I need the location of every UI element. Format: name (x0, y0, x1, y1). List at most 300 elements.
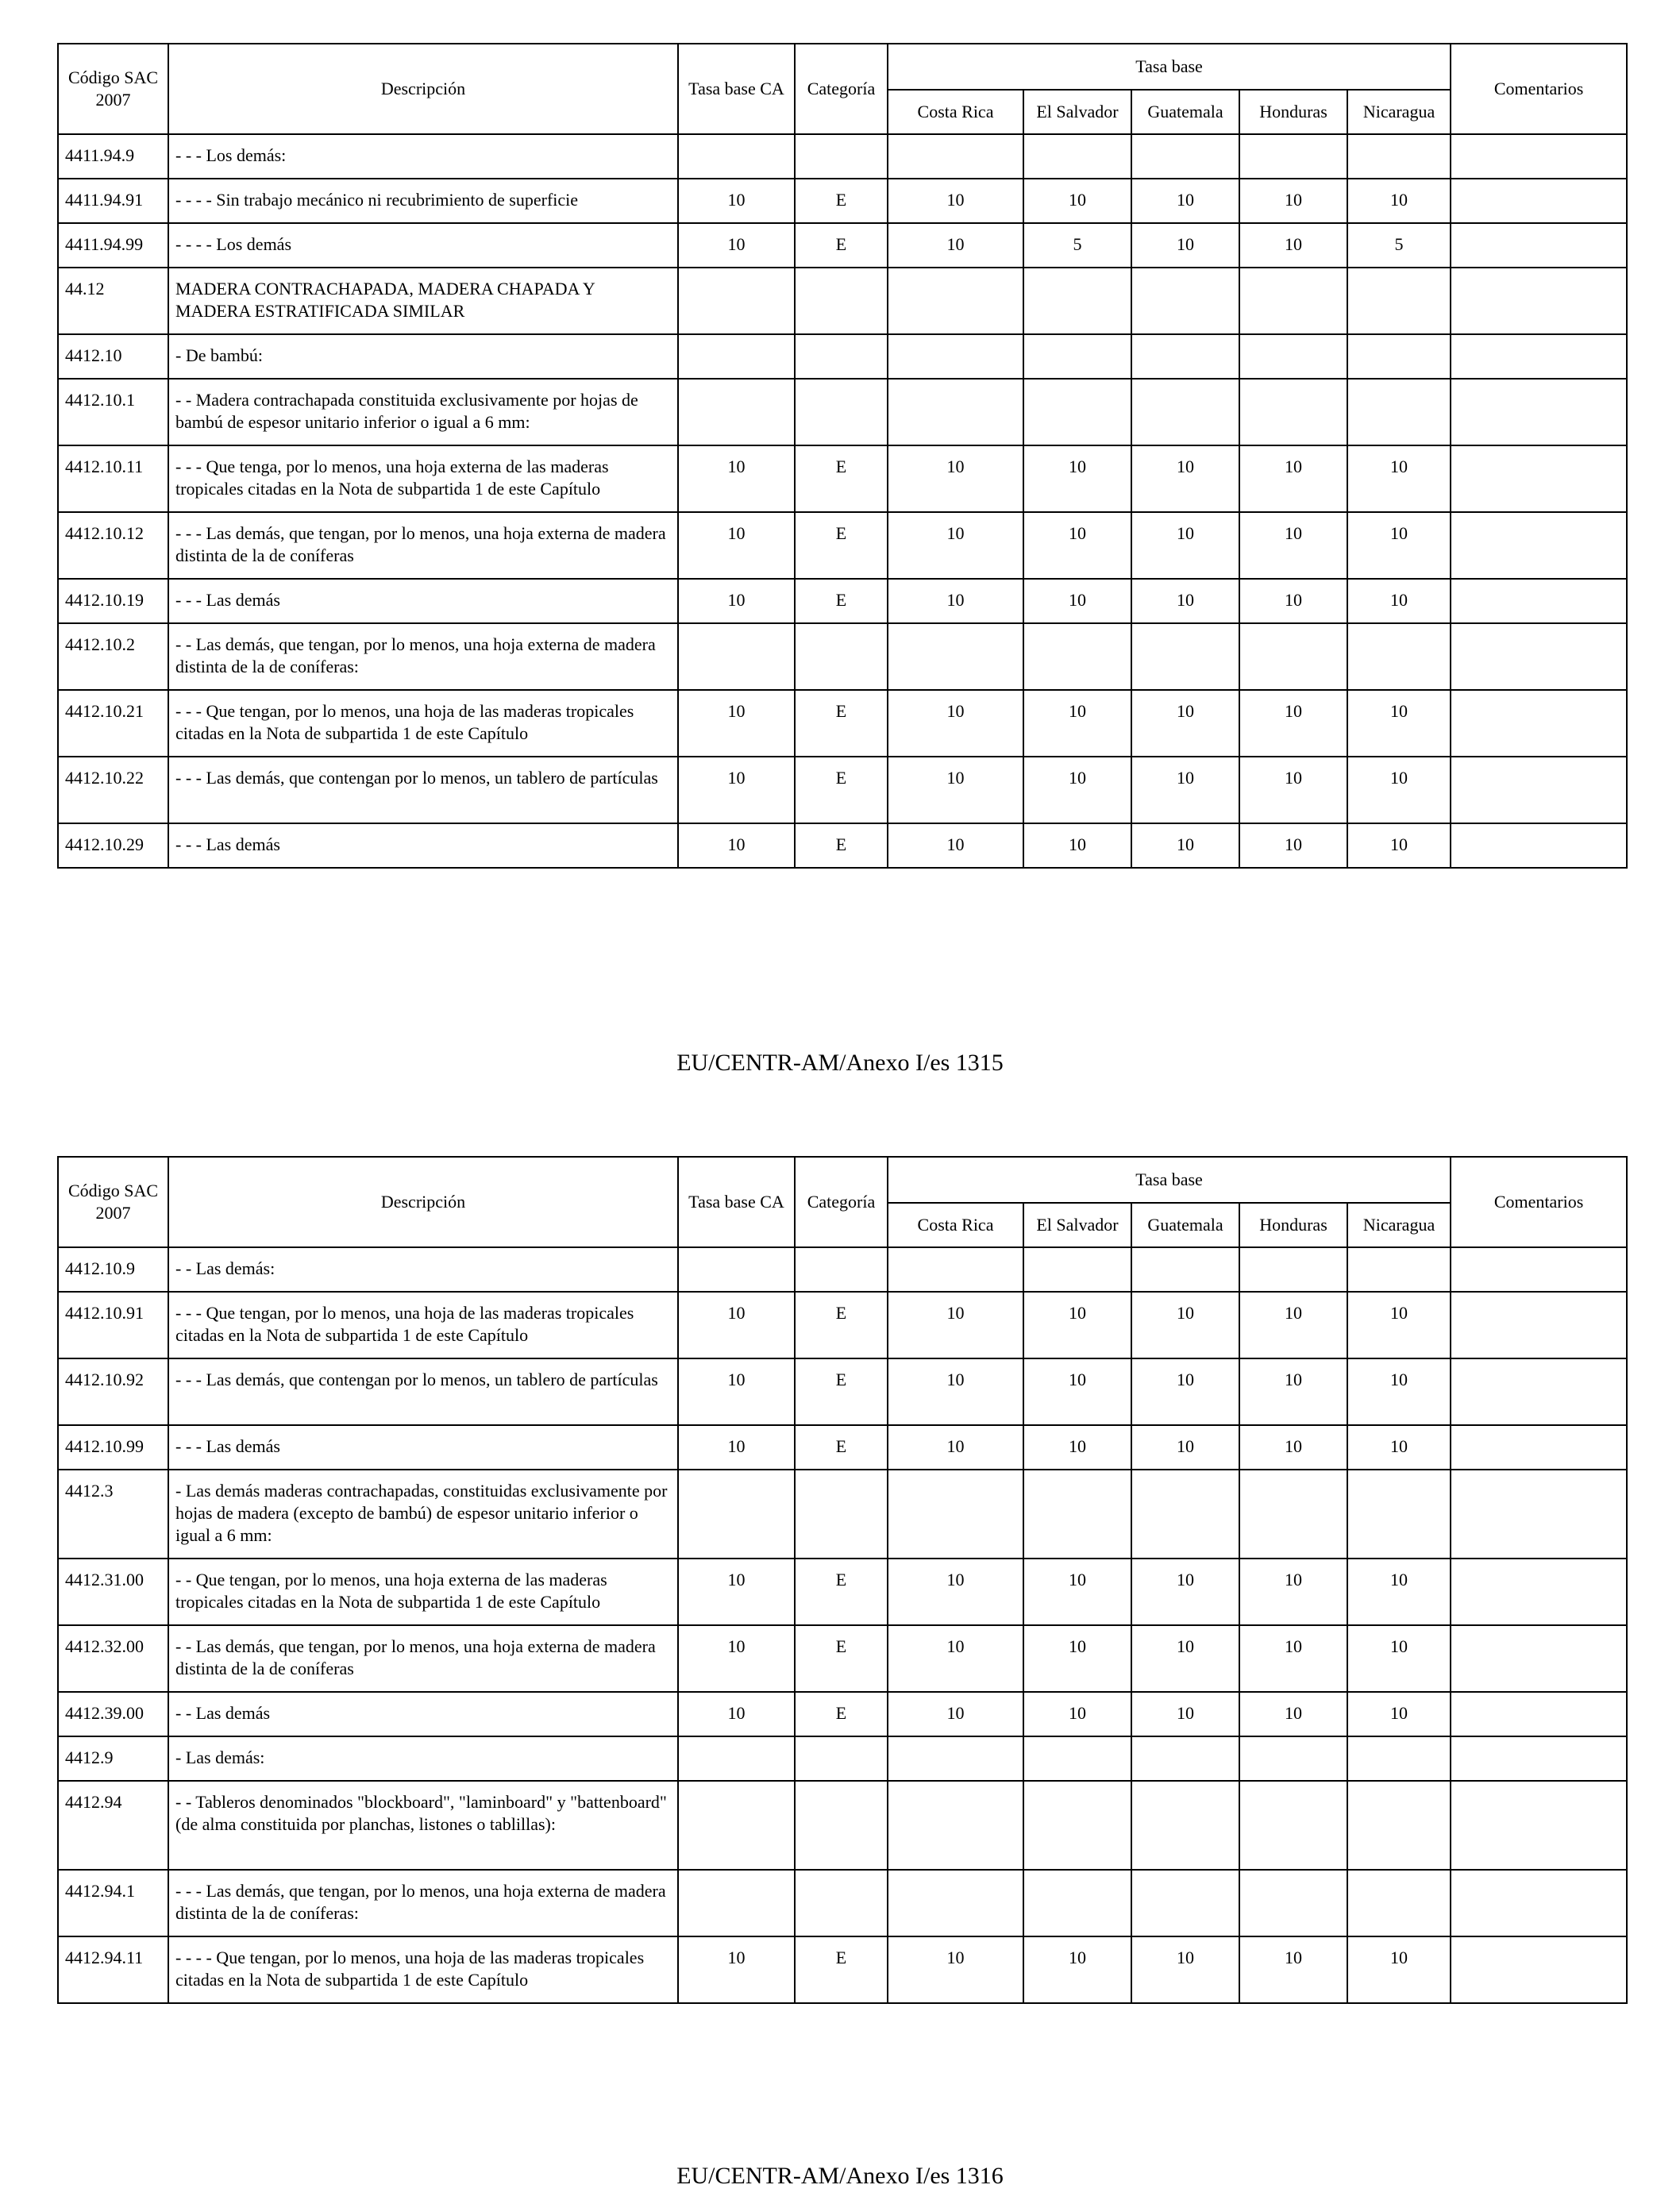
cell-guatemala: 10 (1131, 1358, 1239, 1425)
cell-categoria: E (795, 1292, 888, 1358)
cell-codigo: 4412.10.9 (58, 1247, 168, 1292)
cell-nicaragua: 10 (1347, 179, 1451, 223)
cell-costa-rica: 10 (888, 757, 1023, 823)
cell-guatemala (1131, 1470, 1239, 1559)
header-row (58, 44, 1627, 90)
header-comentarios: Comentarios (1451, 1157, 1627, 1247)
cell-descripcion: - - Las demás (168, 1692, 678, 1736)
cell-categoria: E (795, 1358, 888, 1425)
cell-comentarios (1451, 134, 1627, 179)
header-country-el-salvador: El Salvador (1023, 1203, 1131, 1247)
page-footer-1315: EU/CENTR-AM/Anexo I/es 1315 (676, 1050, 1004, 1076)
cell-descripcion: - - - - Los demás (168, 223, 678, 268)
cell-honduras: 10 (1239, 1692, 1347, 1736)
cell-tasa-base-ca (678, 379, 795, 445)
cell-costa-rica (888, 134, 1023, 179)
table-row (58, 757, 1627, 823)
cell-guatemala: 10 (1131, 1559, 1239, 1625)
cell-codigo: 4412.10 (58, 334, 168, 379)
cell-guatemala (1131, 1247, 1239, 1292)
cell-honduras (1239, 134, 1347, 179)
cell-honduras: 10 (1239, 690, 1347, 757)
header-country-guatemala: Guatemala (1131, 1203, 1239, 1247)
cell-nicaragua: 10 (1347, 1936, 1451, 2003)
cell-tasa-base-ca: 10 (678, 1559, 795, 1625)
cell-tasa-base-ca (678, 268, 795, 334)
cell-codigo: 4412.94.1 (58, 1870, 168, 1936)
cell-categoria: E (795, 445, 888, 512)
cell-categoria (795, 379, 888, 445)
cell-tasa-base-ca: 10 (678, 512, 795, 579)
cell-comentarios (1451, 1425, 1627, 1470)
table-row (58, 1936, 1627, 2003)
cell-nicaragua: 10 (1347, 1425, 1451, 1470)
header-row (58, 1157, 1627, 1203)
cell-tasa-base-ca (678, 334, 795, 379)
cell-descripcion: - Las demás maderas contrachapadas, constituidas exclusivamente por hojas de madera (excepto de bambú) de espesor unitario inferior o igual a 6 mm: (168, 1470, 678, 1559)
cell-guatemala (1131, 1870, 1239, 1936)
cell-costa-rica: 10 (888, 1292, 1023, 1358)
cell-tasa-base-ca (678, 1470, 795, 1559)
cell-descripcion: MADERA CONTRACHAPADA, MADERA CHAPADA Y MADERA ESTRATIFICADA SIMILAR (168, 268, 678, 334)
cell-el-salvador (1023, 334, 1131, 379)
cell-guatemala: 10 (1131, 1692, 1239, 1736)
header-country-el-salvador: El Salvador (1023, 90, 1131, 134)
cell-tasa-base-ca (678, 1870, 795, 1936)
tariff-table-page-1315 (57, 43, 1626, 869)
cell-guatemala: 10 (1131, 579, 1239, 623)
table-row (58, 690, 1627, 757)
cell-codigo: 4412.9 (58, 1736, 168, 1781)
cell-comentarios (1451, 823, 1627, 868)
cell-tasa-base-ca: 10 (678, 445, 795, 512)
cell-tasa-base-ca: 10 (678, 823, 795, 868)
table-header (58, 1157, 1627, 1247)
table-row (58, 512, 1627, 579)
cell-categoria (795, 268, 888, 334)
table-row (58, 268, 1627, 334)
cell-codigo: 4412.31.00 (58, 1559, 168, 1625)
cell-honduras (1239, 1736, 1347, 1781)
cell-categoria (795, 1736, 888, 1781)
table-row (58, 1625, 1627, 1692)
cell-guatemala: 10 (1131, 1292, 1239, 1358)
cell-nicaragua: 5 (1347, 223, 1451, 268)
header-tasa-base: Tasa base (888, 1157, 1451, 1203)
cell-nicaragua: 10 (1347, 1358, 1451, 1425)
header-descripcion: Descripción (168, 44, 678, 134)
cell-categoria: E (795, 1559, 888, 1625)
cell-nicaragua (1347, 268, 1451, 334)
cell-honduras: 10 (1239, 1358, 1347, 1425)
cell-descripcion: - - - Las demás (168, 1425, 678, 1470)
cell-el-salvador: 10 (1023, 1692, 1131, 1736)
header-codigo-sac: Código SAC 2007 (58, 1157, 168, 1247)
cell-el-salvador (1023, 1470, 1131, 1559)
cell-descripcion: - De bambú: (168, 334, 678, 379)
cell-descripcion: - - Que tengan, por lo menos, una hoja externa de las maderas tropicales citadas en la Nota de subpartida 1 de este Capítulo (168, 1559, 678, 1625)
cell-comentarios (1451, 1870, 1627, 1936)
cell-descripcion: - - - Las demás, que contengan por lo menos, un tablero de partículas (168, 757, 678, 823)
tariff-table-page-1316 (57, 1156, 1626, 2004)
cell-costa-rica: 10 (888, 1692, 1023, 1736)
table-row (58, 1292, 1627, 1358)
cell-costa-rica (888, 379, 1023, 445)
cell-guatemala (1131, 623, 1239, 690)
cell-categoria (795, 1247, 888, 1292)
cell-el-salvador: 10 (1023, 1292, 1131, 1358)
table-row (58, 1870, 1627, 1936)
cell-categoria (795, 334, 888, 379)
cell-descripcion: - - - Que tengan, por lo menos, una hoja de las maderas tropicales citadas en la Nota de subpartida 1 de este Capítulo (168, 690, 678, 757)
cell-categoria (795, 1470, 888, 1559)
cell-comentarios (1451, 579, 1627, 623)
cell-codigo: 4412.10.29 (58, 823, 168, 868)
cell-costa-rica: 10 (888, 1559, 1023, 1625)
header-country-nicaragua: Nicaragua (1347, 90, 1451, 134)
cell-descripcion: - - Las demás, que tengan, por lo menos, una hoja externa de madera distinta de la de coníferas: (168, 623, 678, 690)
header-comentarios: Comentarios (1451, 44, 1627, 134)
cell-guatemala: 10 (1131, 690, 1239, 757)
cell-honduras: 10 (1239, 1936, 1347, 2003)
cell-codigo: 4412.3 (58, 1470, 168, 1559)
cell-codigo: 4412.32.00 (58, 1625, 168, 1692)
cell-el-salvador (1023, 623, 1131, 690)
cell-el-salvador: 10 (1023, 1358, 1131, 1425)
cell-guatemala (1131, 379, 1239, 445)
table-row (58, 823, 1627, 868)
table-header (58, 44, 1627, 134)
cell-costa-rica (888, 1247, 1023, 1292)
table-row (58, 1781, 1627, 1870)
cell-el-salvador: 10 (1023, 757, 1131, 823)
cell-tasa-base-ca (678, 1781, 795, 1870)
cell-tasa-base-ca: 10 (678, 579, 795, 623)
cell-guatemala (1131, 1781, 1239, 1870)
cell-honduras (1239, 1247, 1347, 1292)
cell-nicaragua (1347, 623, 1451, 690)
cell-el-salvador: 10 (1023, 823, 1131, 868)
cell-nicaragua (1347, 334, 1451, 379)
cell-comentarios (1451, 179, 1627, 223)
cell-guatemala: 10 (1131, 1936, 1239, 2003)
cell-costa-rica: 10 (888, 179, 1023, 223)
cell-costa-rica: 10 (888, 1625, 1023, 1692)
cell-tasa-base-ca: 10 (678, 223, 795, 268)
cell-guatemala: 10 (1131, 1425, 1239, 1470)
cell-categoria (795, 1870, 888, 1936)
cell-descripcion: - - Madera contrachapada constituida exclusivamente por hojas de bambú de espesor unitario inferior o igual a 6 mm: (168, 379, 678, 445)
cell-nicaragua (1347, 1470, 1451, 1559)
cell-el-salvador (1023, 1781, 1131, 1870)
cell-nicaragua (1347, 1781, 1451, 1870)
cell-categoria: E (795, 1692, 888, 1736)
table-row (58, 1358, 1627, 1425)
cell-el-salvador: 10 (1023, 1625, 1131, 1692)
table-row (58, 445, 1627, 512)
cell-comentarios (1451, 1781, 1627, 1870)
cell-categoria: E (795, 579, 888, 623)
cell-el-salvador (1023, 1736, 1131, 1781)
tariff-table (57, 43, 1628, 869)
cell-costa-rica (888, 334, 1023, 379)
cell-guatemala: 10 (1131, 512, 1239, 579)
cell-comentarios (1451, 268, 1627, 334)
header-tasa-base-ca: Tasa base CA (678, 1157, 795, 1247)
cell-comentarios (1451, 690, 1627, 757)
cell-comentarios (1451, 1292, 1627, 1358)
header-country-costa-rica: Costa Rica (888, 90, 1023, 134)
cell-nicaragua (1347, 379, 1451, 445)
cell-categoria (795, 623, 888, 690)
cell-guatemala: 10 (1131, 223, 1239, 268)
cell-codigo: 4412.10.22 (58, 757, 168, 823)
cell-el-salvador (1023, 134, 1131, 179)
cell-costa-rica: 10 (888, 1936, 1023, 2003)
cell-tasa-base-ca (678, 134, 795, 179)
cell-categoria: E (795, 823, 888, 868)
cell-nicaragua: 10 (1347, 823, 1451, 868)
cell-nicaragua: 10 (1347, 445, 1451, 512)
cell-tasa-base-ca (678, 1736, 795, 1781)
cell-categoria (795, 1781, 888, 1870)
cell-honduras: 10 (1239, 1292, 1347, 1358)
cell-comentarios (1451, 1559, 1627, 1625)
cell-descripcion: - - - Las demás (168, 579, 678, 623)
cell-honduras: 10 (1239, 512, 1347, 579)
cell-comentarios (1451, 1470, 1627, 1559)
cell-descripcion: - - Tableros denominados "blockboard", "laminboard" y "battenboard"(de alma constituida por planchas, listones o tablillas): (168, 1781, 678, 1870)
cell-codigo: 4412.10.1 (58, 379, 168, 445)
cell-tasa-base-ca: 10 (678, 757, 795, 823)
cell-tasa-base-ca: 10 (678, 1625, 795, 1692)
cell-el-salvador (1023, 1870, 1131, 1936)
cell-costa-rica: 10 (888, 223, 1023, 268)
table-row (58, 1692, 1627, 1736)
cell-nicaragua: 10 (1347, 1292, 1451, 1358)
cell-comentarios (1451, 445, 1627, 512)
cell-descripcion: - - - - Sin trabajo mecánico ni recubrimiento de superficie (168, 179, 678, 223)
cell-codigo: 4412.10.92 (58, 1358, 168, 1425)
cell-costa-rica (888, 623, 1023, 690)
cell-codigo: 4412.10.11 (58, 445, 168, 512)
cell-descripcion: - - - Las demás (168, 823, 678, 868)
table-body (58, 134, 1627, 868)
cell-tasa-base-ca: 10 (678, 690, 795, 757)
cell-nicaragua: 10 (1347, 757, 1451, 823)
cell-honduras (1239, 268, 1347, 334)
cell-honduras: 10 (1239, 579, 1347, 623)
cell-descripcion: - - - Que tenga, por lo menos, una hoja externa de las maderas tropicales citadas en la Nota de subpartida 1 de este Capítulo (168, 445, 678, 512)
cell-comentarios (1451, 1736, 1627, 1781)
cell-honduras: 10 (1239, 445, 1347, 512)
cell-tasa-base-ca (678, 1247, 795, 1292)
cell-honduras (1239, 623, 1347, 690)
header-country-honduras: Honduras (1239, 1203, 1347, 1247)
cell-honduras: 10 (1239, 1625, 1347, 1692)
cell-honduras: 10 (1239, 179, 1347, 223)
cell-nicaragua: 10 (1347, 512, 1451, 579)
cell-el-salvador: 10 (1023, 1936, 1131, 2003)
cell-honduras: 10 (1239, 1425, 1347, 1470)
cell-comentarios (1451, 223, 1627, 268)
cell-honduras (1239, 379, 1347, 445)
cell-nicaragua (1347, 134, 1451, 179)
cell-comentarios (1451, 1625, 1627, 1692)
cell-comentarios (1451, 334, 1627, 379)
tariff-table (57, 1156, 1628, 2004)
table-row (58, 1247, 1627, 1292)
cell-honduras: 10 (1239, 223, 1347, 268)
cell-categoria: E (795, 223, 888, 268)
cell-tasa-base-ca (678, 623, 795, 690)
cell-costa-rica: 10 (888, 445, 1023, 512)
header-codigo-sac: Código SAC 2007 (58, 44, 168, 134)
cell-descripcion: - - - - Que tengan, por lo menos, una hoja de las maderas tropicales citadas en la Nota de subpartida 1 de este Capítulo (168, 1936, 678, 2003)
header-tasa-base: Tasa base (888, 44, 1451, 90)
table-row (58, 623, 1627, 690)
cell-costa-rica (888, 1736, 1023, 1781)
cell-codigo: 4412.39.00 (58, 1692, 168, 1736)
cell-guatemala: 10 (1131, 179, 1239, 223)
cell-costa-rica (888, 1870, 1023, 1936)
cell-honduras (1239, 334, 1347, 379)
cell-categoria: E (795, 512, 888, 579)
cell-codigo: 4412.10.19 (58, 579, 168, 623)
cell-nicaragua (1347, 1870, 1451, 1936)
table-row (58, 134, 1627, 179)
cell-tasa-base-ca: 10 (678, 179, 795, 223)
cell-guatemala (1131, 334, 1239, 379)
cell-nicaragua: 10 (1347, 579, 1451, 623)
cell-codigo: 4412.10.99 (58, 1425, 168, 1470)
cell-costa-rica: 10 (888, 512, 1023, 579)
cell-codigo: 4411.94.91 (58, 179, 168, 223)
cell-guatemala (1131, 1736, 1239, 1781)
cell-categoria (795, 134, 888, 179)
cell-guatemala (1131, 268, 1239, 334)
cell-comentarios (1451, 1358, 1627, 1425)
cell-codigo: 4412.94.11 (58, 1936, 168, 2003)
cell-costa-rica: 10 (888, 823, 1023, 868)
cell-honduras: 10 (1239, 1559, 1347, 1625)
cell-comentarios (1451, 623, 1627, 690)
cell-comentarios (1451, 512, 1627, 579)
cell-descripcion: - - Las demás: (168, 1247, 678, 1292)
cell-guatemala: 10 (1131, 445, 1239, 512)
header-descripcion: Descripción (168, 1157, 678, 1247)
cell-codigo: 4412.10.21 (58, 690, 168, 757)
header-categoria: Categoría (795, 1157, 888, 1247)
cell-comentarios (1451, 379, 1627, 445)
cell-nicaragua: 10 (1347, 1559, 1451, 1625)
cell-descripcion: - Las demás: (168, 1736, 678, 1781)
header-country-honduras: Honduras (1239, 90, 1347, 134)
cell-tasa-base-ca: 10 (678, 1692, 795, 1736)
cell-el-salvador: 10 (1023, 1559, 1131, 1625)
cell-guatemala: 10 (1131, 823, 1239, 868)
cell-codigo: 4411.94.9 (58, 134, 168, 179)
cell-el-salvador: 10 (1023, 179, 1131, 223)
cell-codigo: 4412.10.2 (58, 623, 168, 690)
cell-comentarios (1451, 1247, 1627, 1292)
cell-categoria: E (795, 1625, 888, 1692)
cell-el-salvador: 10 (1023, 579, 1131, 623)
table-body (58, 1247, 1627, 2003)
table-row (58, 1470, 1627, 1559)
cell-descripcion: - - - Las demás, que tengan, por lo menos, una hoja externa de madera distinta de la de coníferas: (168, 1870, 678, 1936)
cell-descripcion: - - - Los demás: (168, 134, 678, 179)
cell-costa-rica: 10 (888, 690, 1023, 757)
cell-comentarios (1451, 1936, 1627, 2003)
header-country-costa-rica: Costa Rica (888, 1203, 1023, 1247)
cell-descripcion: - - Las demás, que tengan, por lo menos, una hoja externa de madera distinta de la de coníferas (168, 1625, 678, 1692)
cell-nicaragua (1347, 1736, 1451, 1781)
table-row (58, 223, 1627, 268)
cell-descripcion: - - - Que tengan, por lo menos, una hoja de las maderas tropicales citadas en la Nota de subpartida 1 de este Capítulo (168, 1292, 678, 1358)
cell-costa-rica (888, 1781, 1023, 1870)
cell-comentarios (1451, 757, 1627, 823)
cell-costa-rica: 10 (888, 579, 1023, 623)
cell-honduras (1239, 1470, 1347, 1559)
cell-nicaragua (1347, 1247, 1451, 1292)
cell-tasa-base-ca: 10 (678, 1425, 795, 1470)
cell-codigo: 4412.10.12 (58, 512, 168, 579)
table-row (58, 1425, 1627, 1470)
cell-honduras: 10 (1239, 757, 1347, 823)
cell-costa-rica (888, 1470, 1023, 1559)
cell-el-salvador: 5 (1023, 223, 1131, 268)
cell-costa-rica (888, 268, 1023, 334)
table-row (58, 379, 1627, 445)
cell-honduras (1239, 1781, 1347, 1870)
header-country-guatemala: Guatemala (1131, 90, 1239, 134)
cell-codigo: 4411.94.99 (58, 223, 168, 268)
cell-descripcion: - - - Las demás, que contengan por lo menos, un tablero de partículas (168, 1358, 678, 1425)
cell-tasa-base-ca: 10 (678, 1292, 795, 1358)
cell-codigo: 4412.94 (58, 1781, 168, 1870)
cell-nicaragua: 10 (1347, 1625, 1451, 1692)
table-row (58, 579, 1627, 623)
cell-guatemala: 10 (1131, 1625, 1239, 1692)
cell-categoria: E (795, 179, 888, 223)
cell-categoria: E (795, 757, 888, 823)
cell-costa-rica: 10 (888, 1425, 1023, 1470)
cell-categoria: E (795, 690, 888, 757)
cell-el-salvador (1023, 379, 1131, 445)
cell-codigo: 44.12 (58, 268, 168, 334)
cell-el-salvador (1023, 268, 1131, 334)
cell-guatemala: 10 (1131, 757, 1239, 823)
cell-el-salvador (1023, 1247, 1131, 1292)
cell-tasa-base-ca: 10 (678, 1358, 795, 1425)
cell-nicaragua: 10 (1347, 690, 1451, 757)
header-country-nicaragua: Nicaragua (1347, 1203, 1451, 1247)
table-row (58, 1559, 1627, 1625)
cell-categoria: E (795, 1936, 888, 2003)
cell-categoria: E (795, 1425, 888, 1470)
cell-codigo: 4412.10.91 (58, 1292, 168, 1358)
header-categoria: Categoría (795, 44, 888, 134)
cell-honduras: 10 (1239, 823, 1347, 868)
cell-descripcion: - - - Las demás, que tengan, por lo menos, una hoja externa de madera distinta de la de coníferas (168, 512, 678, 579)
cell-costa-rica: 10 (888, 1358, 1023, 1425)
cell-el-salvador: 10 (1023, 512, 1131, 579)
table-row (58, 179, 1627, 223)
cell-el-salvador: 10 (1023, 445, 1131, 512)
page-footer-1316: EU/CENTR-AM/Anexo I/es 1316 (676, 2163, 1004, 2189)
cell-comentarios (1451, 1692, 1627, 1736)
